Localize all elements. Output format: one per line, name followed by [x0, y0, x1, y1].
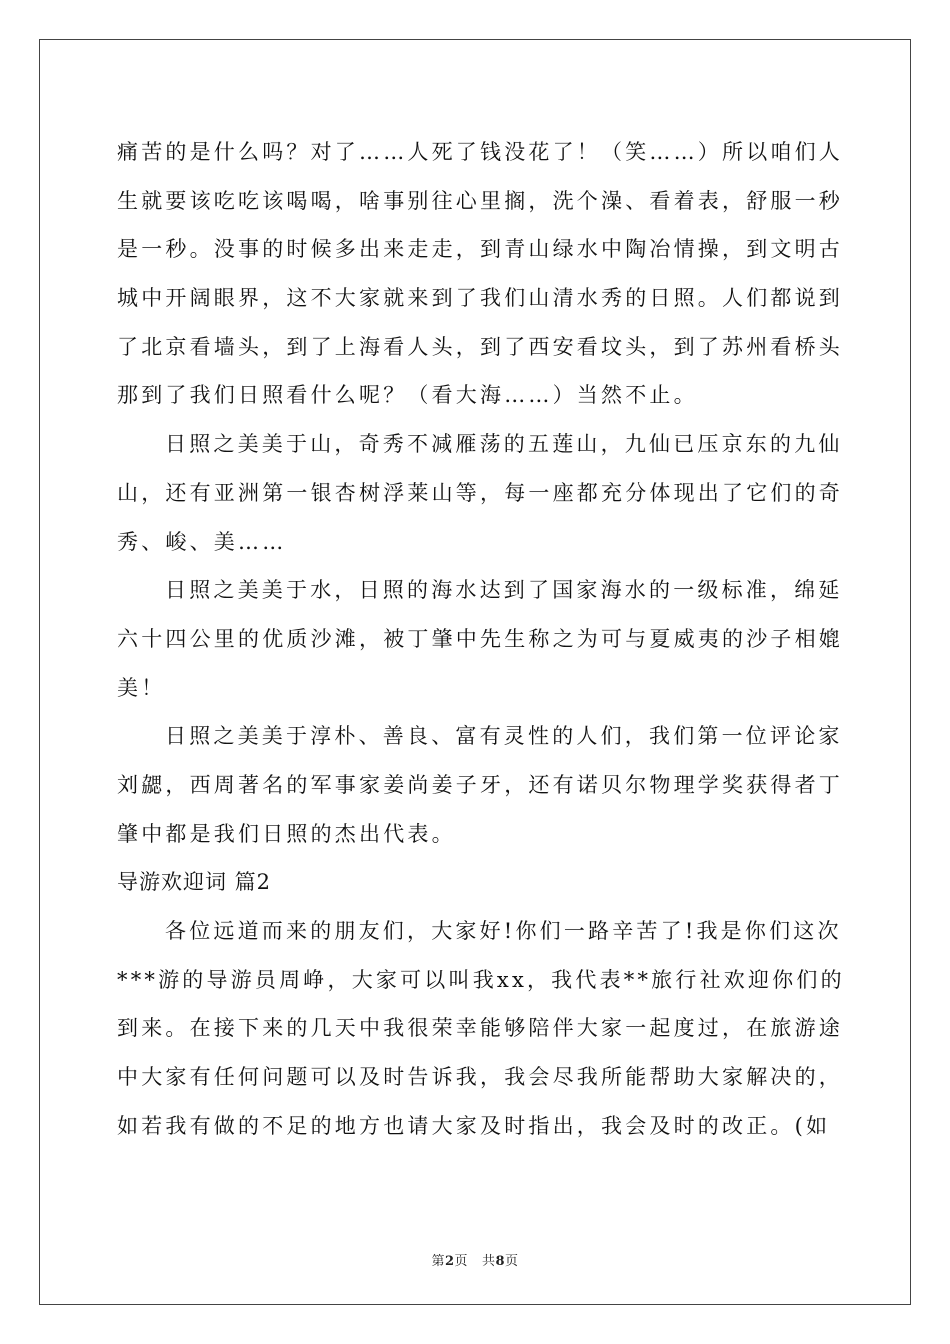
page-footer [0, 1250, 950, 1269]
total-pages: 8 [495, 1254, 506, 1269]
page-prefix: 第 [431, 1254, 445, 1269]
paragraph-first-line: 各位远道而来的朋友们，大家好!你们一路辛苦了!我是你们这次 [165, 919, 842, 943]
paragraph-first-line: 日照之美美于山，奇秀不减雁荡的五莲山，九仙已压京东的九仙 [165, 432, 843, 457]
text-line: 如若我有做的不足的地方也请大家及时指出，我会及时的改正。(如 [117, 1113, 831, 1138]
document-body [117, 128, 845, 1150]
text-line: 中大家有任何问题可以及时告诉我，我会尽我所能帮助大家解决的， [117, 1065, 843, 1090]
text-line: 肇中都是我们日照的杰出代表。 [117, 821, 456, 846]
section-heading: 导游欢迎词 篇2 [117, 870, 272, 895]
text-line: 刘勰，西周著名的军事家姜尚姜子牙，还有诺贝尔物理学奖获得者丁 [117, 772, 843, 797]
text-line: 到来。在接下来的几天中我很荣幸能够陪伴大家一起度过，在旅游途 [117, 1016, 843, 1041]
text-line: 了北京看墙头，到了上海看人头，到了西安看坟头，到了苏州看桥头 [117, 334, 843, 359]
page-suffix: 页 [454, 1254, 469, 1269]
text-line: 是一秒。没事的时候多出来走走，到青山绿水中陶冶情操，到文明古 [117, 237, 843, 262]
paragraph-first-line: 日照之美美于水，日照的海水达到了国家海水的一级标准，绵延 [165, 578, 843, 603]
total-suffix: 页 [505, 1254, 519, 1269]
text-line: 六十四公里的优质沙滩，被丁肇中先生称之为可与夏威夷的沙子相媲 [117, 626, 843, 651]
text-line: 痛苦的是什么吗？对了……人死了钱没花了！（笑……）所以咱们人 [117, 140, 843, 164]
text-line: 秀、峻、美…… [117, 529, 287, 554]
text-line: 山，还有亚洲第一银杏树浮莱山等，每一座都充分体现出了它们的奇 [117, 480, 843, 505]
text-line: 那到了我们日照看什么呢？（看大海……）当然不止。 [117, 383, 698, 408]
text-line: 城中开阔眼界，这不大家就来到了我们山清水秀的日照。人们都说到 [117, 286, 843, 311]
total-prefix: 共 [481, 1254, 496, 1269]
text-line: 生就要该吃吃该喝喝，啥事别往心里搁，洗个澡、看着表，舒服一秒 [117, 188, 843, 213]
text-line: 美！ [117, 675, 166, 700]
text-line: ***游的导游员周峥，大家可以叫我xx，我代表**旅行社欢迎你们的 [117, 967, 845, 992]
page-number: 2 [444, 1254, 455, 1269]
paragraph-first-line: 日照之美美于淳朴、善良、富有灵性的人们，我们第一位评论家 [165, 724, 843, 749]
